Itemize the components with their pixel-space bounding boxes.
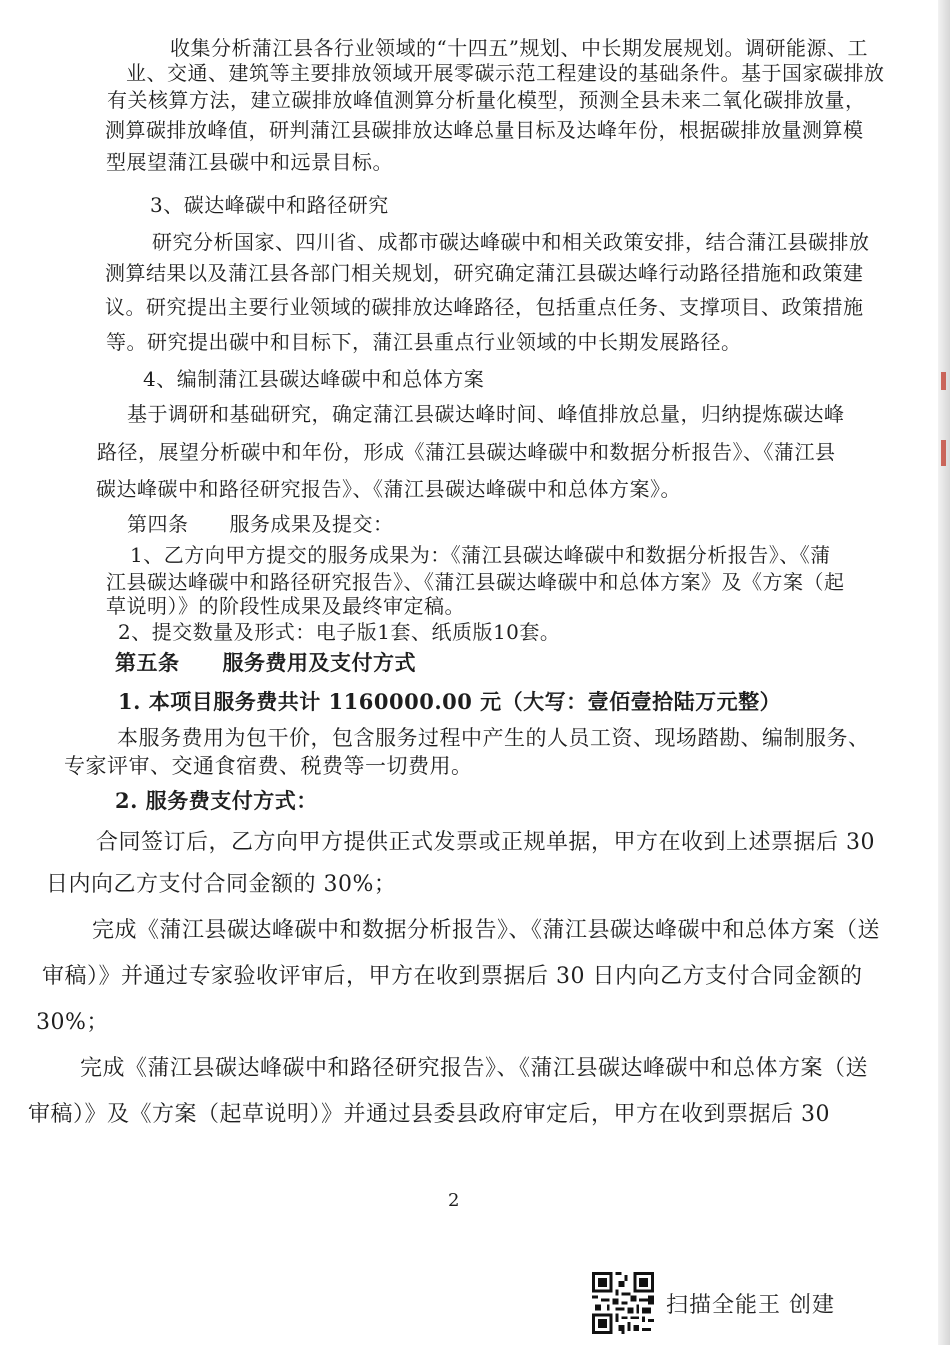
- text-line: 收集分析蒲江县各行业领域的“十四五”规划、中长期发展规划。调研能源、工: [170, 36, 868, 60]
- section-heading: 3、碳达峰碳中和路径研究: [150, 193, 389, 217]
- subsection-heading: 2. 服务费支付方式：: [115, 788, 318, 813]
- page-edge-shadow: [938, 0, 950, 1345]
- text-line: 日内向乙方支付合同金额的 30%；: [46, 872, 397, 897]
- text-line: 型展望蒲江县碳中和远景目标。: [106, 150, 393, 174]
- section-heading: 4、编制蒲江县碳达峰碳中和总体方案: [143, 367, 485, 391]
- edge-mark: [941, 372, 946, 390]
- text-line: 碳达峰碳中和路径研究报告》、《蒲江县碳达峰碳中和总体方案》。: [96, 477, 681, 501]
- text-line: 30%；: [36, 1010, 109, 1035]
- text-line: 江县碳达峰碳中和路径研究报告》、《蒲江县碳达峰碳中和总体方案》及《方案（起: [106, 570, 845, 594]
- text-line: 有关核算方法，建立碳排放峰值测算分析量化模型，预测全县未来二氧化碳排放量，: [107, 88, 866, 112]
- text-line: 完成《蒲江县碳达峰碳中和路径研究报告》、《蒲江县碳达峰碳中和总体方案（送: [80, 1056, 869, 1081]
- text-line: 研究分析国家、四川省、成都市碳达峰碳中和相关政策安排，结合蒲江县碳排放: [152, 230, 870, 254]
- text-line: 测算碳排放峰值，研判蒲江县碳排放达峰总量目标及达峰年份，根据碳排放量测算模: [105, 118, 864, 142]
- text-line: 合同签订后，乙方向甲方提供正式发票或正规单据，甲方在收到上述票据后 30: [96, 830, 875, 855]
- text-line: 审稿）》并通过专家验收评审后，甲方在收到票据后 30 日内向乙方支付合同金额的: [42, 964, 863, 989]
- text-line: 2、提交数量及形式：电子版1套、纸质版10套。: [118, 620, 561, 644]
- qr-code-icon: [592, 1272, 654, 1334]
- page-number: 2: [448, 1190, 460, 1211]
- text-line: 路径，展望分析碳中和年份，形成《蒲江县碳达峰碳中和数据分析报告》、《蒲江县: [97, 440, 836, 464]
- text-line: 议。研究提出主要行业领域的碳排放达峰路径，包括重点任务、支撑项目、政策措施: [105, 295, 864, 319]
- text-line: 1、乙方向甲方提交的服务成果为：《蒲江县碳达峰碳中和数据分析报告》、《蒲: [130, 543, 831, 567]
- text-line: 等。研究提出碳中和目标下，蒲江县重点行业领域的中长期发展路径。: [106, 330, 742, 354]
- text-line: 基于调研和基础研究，确定蒲江县碳达峰时间、峰值排放总量，归纳提炼碳达峰: [127, 402, 845, 426]
- edge-mark: [941, 440, 946, 466]
- text-line: 完成《蒲江县碳达峰碳中和数据分析报告》、《蒲江县碳达峰碳中和总体方案（送: [92, 918, 881, 943]
- article-heading: 第五条 服务费用及支付方式: [115, 650, 416, 675]
- text-line: 测算结果以及蒲江县各部门相关规划，研究确定蒲江县碳达峰行动路径措施和政策建: [105, 261, 864, 285]
- scanner-credit-text: 扫描全能王 创建: [666, 1292, 835, 1318]
- text-line: 业、交通、建筑等主要排放领域开展零碳示范工程建设的基础条件。基于国家碳排放: [126, 61, 885, 85]
- scanner-watermark: [592, 1272, 835, 1334]
- text-line: 专家评审、交通食宿费、税费等一切费用。: [64, 754, 473, 778]
- text-line: 本服务费用为包干价，包含服务过程中产生的人员工资、现场踏勘、编制服务、: [117, 726, 870, 750]
- text-line: 草说明）》的阶段性成果及最终审定稿。: [106, 594, 465, 618]
- fee-total: 1. 本项目服务费共计 1160000.00 元（大写：壹佰壹拾陆万元整）: [118, 689, 782, 714]
- text-line: 审稿）》及《方案（起草说明）》并通过县委县政府审定后，甲方在收到票据后 30: [28, 1102, 830, 1127]
- article-heading: 第四条 服务成果及提交：: [127, 512, 394, 536]
